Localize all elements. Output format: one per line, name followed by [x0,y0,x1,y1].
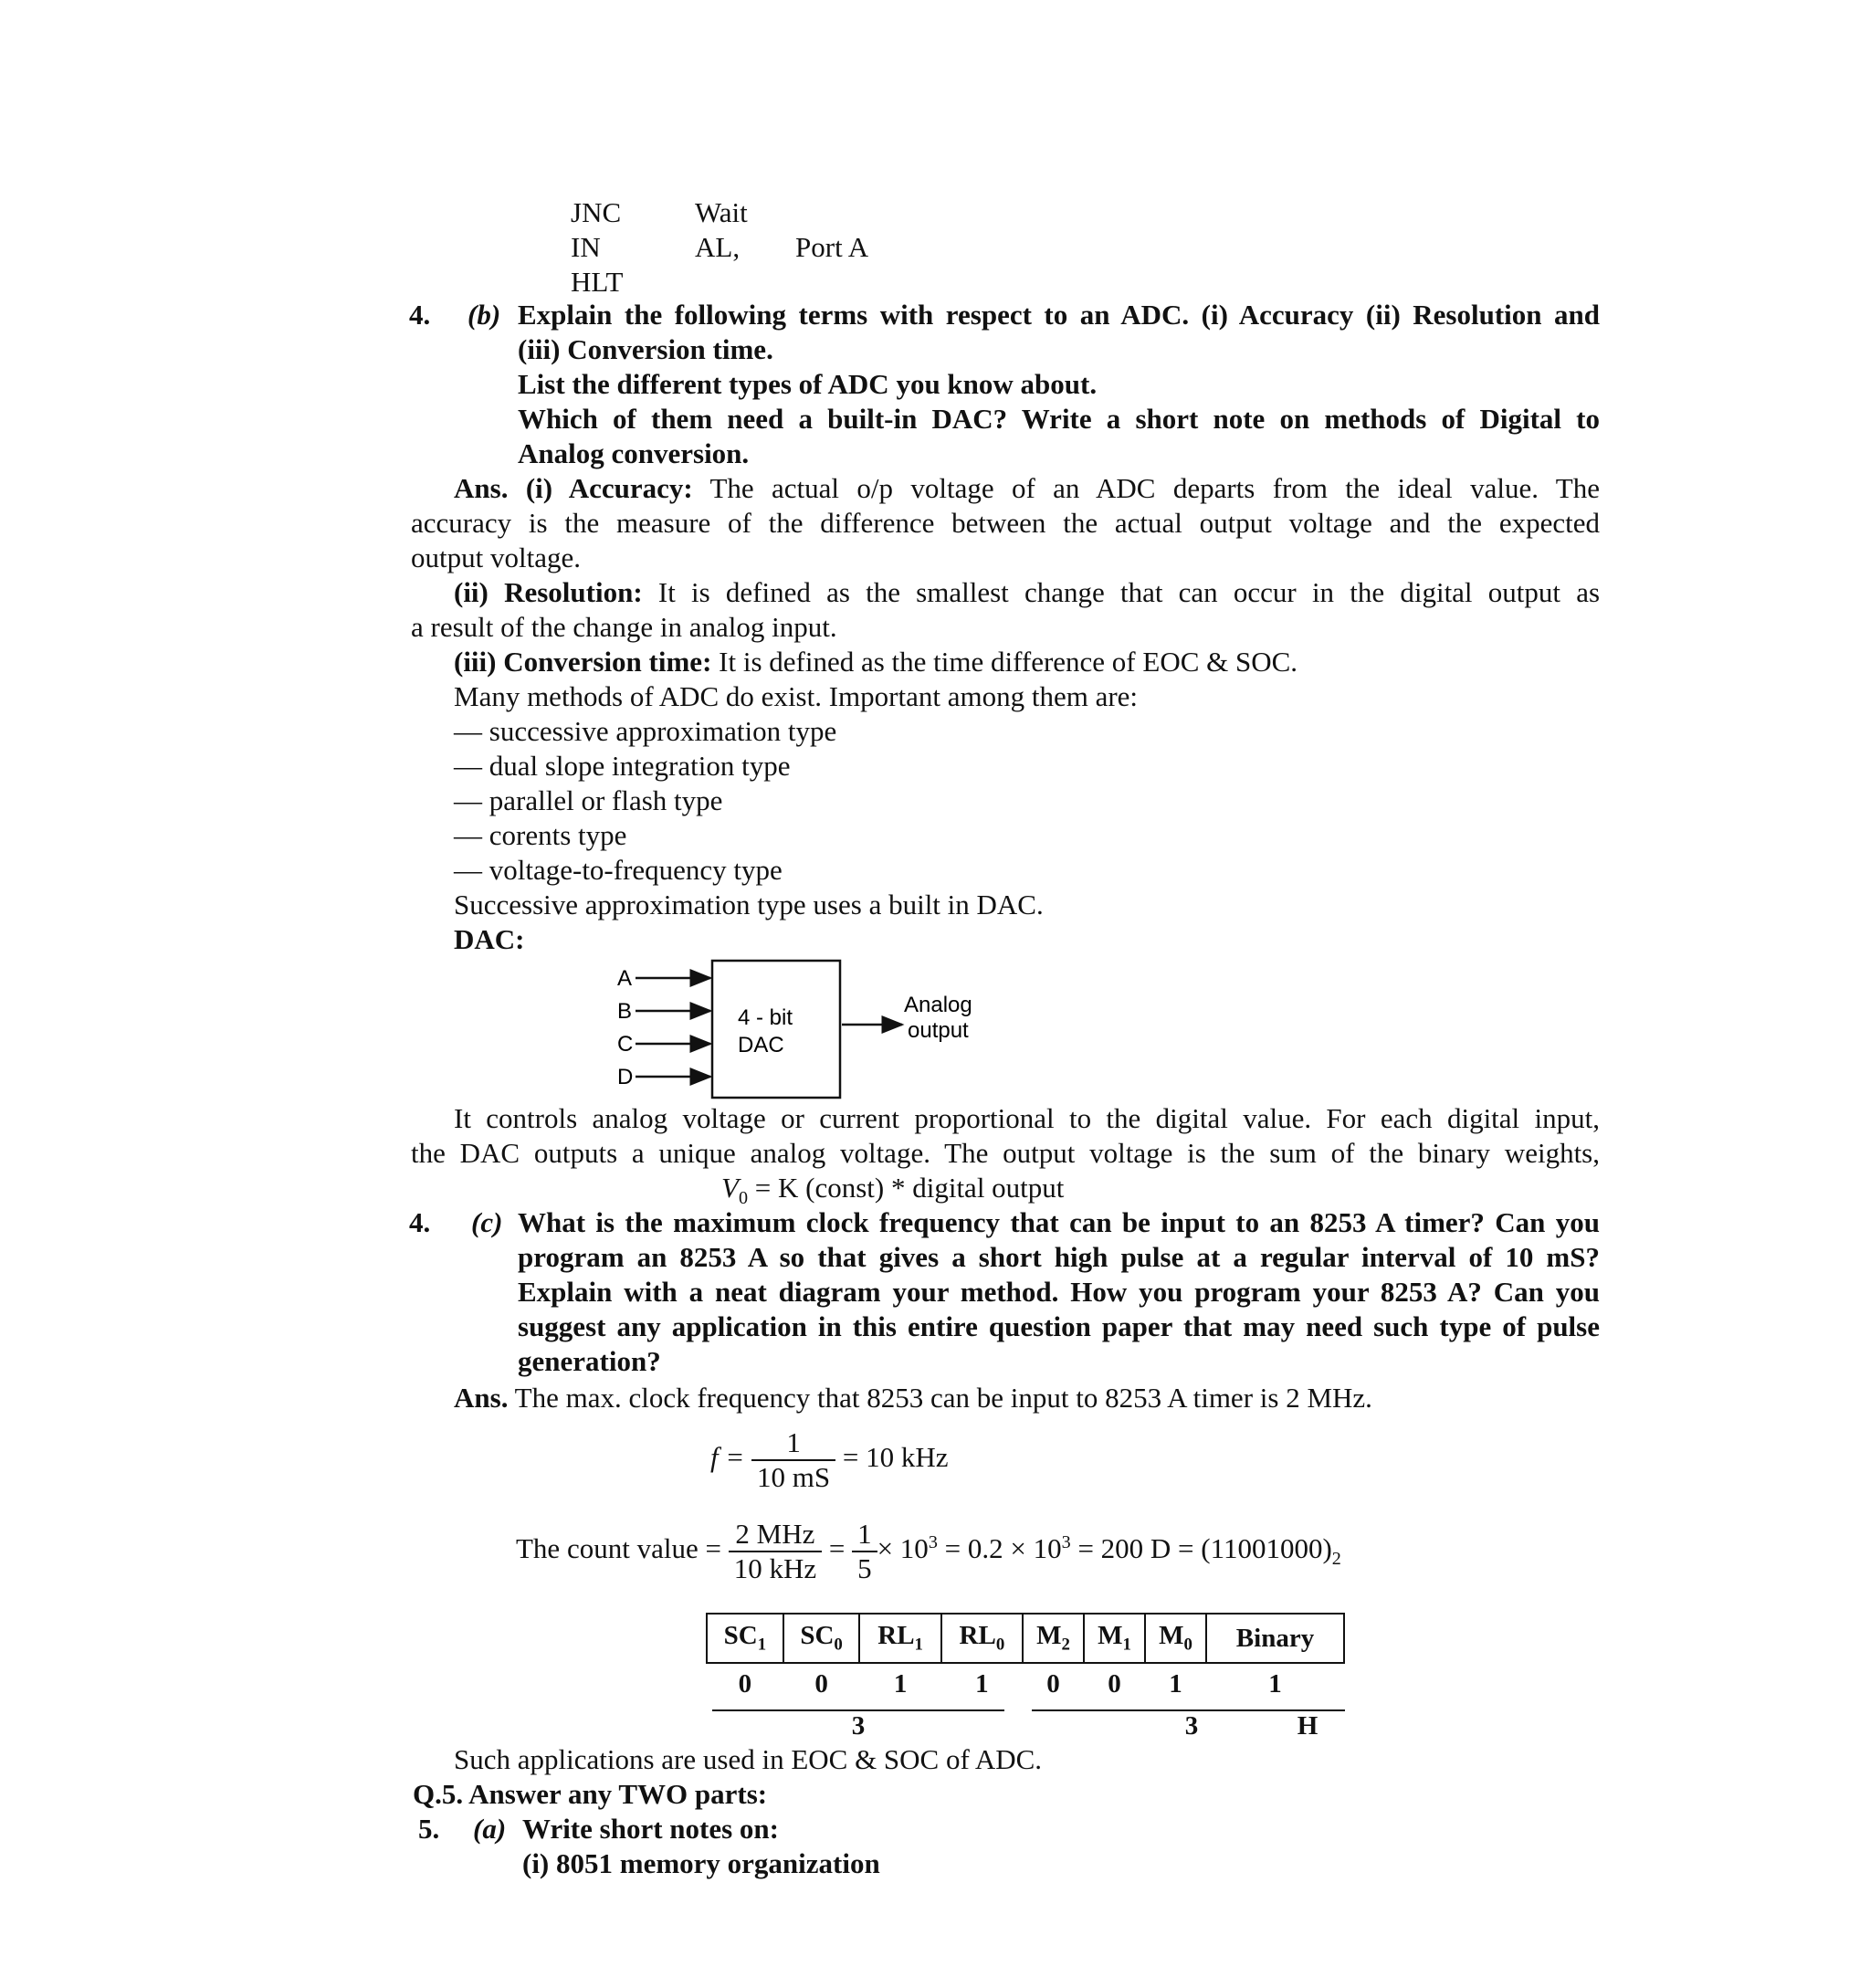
header-text: RL [877,1621,915,1651]
header-text: SC [723,1621,758,1651]
answer-paragraph [454,645,1297,679]
control-word-value: 1 [893,1668,908,1699]
question-text: generation? [518,1345,661,1377]
code-line [571,265,623,300]
answer-text: output voltage. [411,542,581,573]
question-text: Explain the following terms with respect to an ADC. (i) Accuracy (ii) Resolution and [518,299,1600,331]
numerator: 2 MHz [729,1518,822,1552]
answer-text: It is defined as the smallest change that can occur in the digital output as [657,576,1601,608]
equation-label: The count value = [516,1532,721,1565]
control-word-header-cell [859,1614,940,1663]
question-text: suggest any application in this entire question paper that may need such type of pulse [518,1310,1600,1342]
equation-term: × 10 [877,1532,929,1565]
answer-label: Ans. [454,472,509,504]
control-word-header-cell [1084,1614,1145,1663]
group-label: H [1297,1711,1318,1741]
control-word-header-cell [941,1614,1023,1663]
equation-lhs: f = [710,1441,745,1474]
answer-text: Such applications are used in EOC & SOC of ADC. [454,1743,1043,1775]
dac-diagram [612,959,995,1105]
denominator: 5 [857,1552,872,1584]
answer-text: accuracy is the measure of the difference between the actual output voltage and the expected [411,507,1600,539]
question-text: What is the maximum clock frequency that can be input to an 8253 A timer? Can you [518,1206,1600,1238]
question-label: (c) [471,1206,503,1238]
question-number: 4. [409,1206,431,1238]
count-equation [516,1518,1341,1585]
answer-text: The actual o/p voltage of an ADC departs from the ideal value. The [709,472,1600,504]
question-number: 4. [409,299,431,331]
question-text: Write short notes on: [522,1813,779,1845]
code-op: IN [571,231,601,263]
question-text: List the different types of ADC you know about. [518,368,1098,400]
formula-sub: 0 [738,1188,749,1209]
control-word-header-cell [707,1614,783,1663]
header-text: RL [959,1621,996,1651]
control-word-table [706,1613,1345,1704]
fraction [852,1518,877,1585]
control-word-value: 0 [1108,1668,1121,1699]
dac-input-label: C [617,1032,634,1057]
answer-text: The max. clock frequency that 8253 can be input to 8253 A timer is 2 MHz. [514,1382,1372,1414]
answer-text: It is defined as the time difference of EOC & SOC. [719,646,1298,678]
header-subscript: 2 [1061,1635,1070,1655]
header-subscript: 1 [914,1635,923,1655]
question-text: (i) 8051 memory organization [522,1847,880,1879]
subscript: 2 [1331,1549,1341,1570]
question-number: 5. [418,1813,440,1845]
answer-paragraph [454,1381,1372,1415]
header-subscript: 1 [757,1635,767,1655]
fraction [751,1426,835,1494]
code-op: JNC [571,196,622,228]
list-item: — corents type [454,819,627,851]
control-word-value: 0 [1046,1668,1060,1699]
control-word-header-row [707,1614,1344,1663]
dac-block-label: 4 - bit [738,1005,793,1030]
question-text: Which of them need a built-in DAC? Write a short note on methods of Digital to [518,403,1600,435]
question-text: (iii) Conversion time. [518,333,773,365]
header-text: M [1036,1621,1062,1651]
list-item: — successive approximation type [454,715,837,747]
control-word-value: 1 [1268,1668,1282,1699]
code-op: HLT [571,266,624,298]
header-text: M [1098,1621,1123,1651]
answer-text: Many methods of ADC do exist. Important among them are: [454,680,1139,712]
header-subscript: 0 [834,1635,843,1655]
question-label: (a) [473,1813,507,1845]
dac-input-label: B [617,999,633,1024]
control-word-value: 1 [975,1668,989,1699]
formula-var: V [721,1172,739,1204]
answer-text: Successive approximation type uses a built in DAC. [454,889,1044,920]
answer-text: the DAC outputs a unique analog voltage. The output voltage is the sum of the binary weights, [411,1137,1600,1169]
question-text: Analog conversion. [518,437,750,469]
list-item: — dual slope integration type [454,750,791,782]
dac-input-label: A [617,966,633,991]
term-label: (i) Accuracy: [525,472,693,504]
exponent: 3 [1061,1532,1071,1553]
answer-paragraph [454,471,1600,506]
header-text: Binary [1235,1623,1315,1653]
code-arg: Wait [695,196,748,228]
list-item: — parallel or flash type [454,784,723,816]
header-text: M [1159,1621,1184,1651]
formula-text: = K (const) * digital output [748,1172,1065,1204]
numerator: 1 [852,1518,877,1552]
numerator: 1 [751,1426,835,1461]
denominator: 10 mS [757,1461,831,1493]
control-word-value: 0 [814,1668,828,1699]
equals: = [828,1532,846,1565]
dac-input-label: D [617,1065,634,1089]
group-label: 3 [851,1711,866,1741]
group-label: 3 [1184,1711,1199,1741]
term-label: (ii) Resolution: [454,576,643,608]
dac-output-label: output [908,1018,969,1043]
section-label: DAC: [454,923,525,955]
control-word-value-row [707,1663,1344,1704]
exponent: 3 [928,1532,938,1553]
frequency-equation [710,1426,949,1494]
header-text: SC [800,1621,835,1651]
code-line [571,195,795,230]
control-word-header-cell [1145,1614,1206,1663]
question-text: program an 8253 A so that gives a short high pulse at a regular interval of 10 mS? [518,1241,1600,1273]
equation-term: = 200 D = (11001000) [1077,1532,1332,1565]
control-word-header-cell [1206,1614,1344,1663]
equation-term: = 0.2 × 10 [944,1532,1062,1565]
term-label: (iii) Conversion time: [454,646,712,678]
dac-output-label: Analog [904,993,972,1017]
section-heading: Q.5. Answer any TWO parts: [413,1778,768,1810]
code-arg: AL, [695,231,741,263]
fraction [729,1518,822,1585]
control-word-value: 0 [738,1668,752,1699]
dac-block-label: DAC [738,1033,784,1057]
equation-rhs: = 10 kHz [842,1441,949,1474]
answer-label: Ans. [454,1382,509,1414]
header-subscript: 1 [1122,1635,1131,1655]
header-subscript: 0 [1183,1635,1192,1655]
control-word-value: 1 [1169,1668,1182,1699]
denominator: 10 kHz [733,1552,817,1584]
header-subscript: 0 [995,1635,1005,1655]
question-text: Explain with a neat diagram your method. How you program your 8253 A? Can you [518,1276,1600,1308]
answer-paragraph [454,575,1600,610]
list-item: — voltage-to-frequency type [454,854,783,886]
code-line [571,230,868,265]
control-word-header-cell [783,1614,860,1663]
question-label: (b) [468,299,501,331]
control-word-header-cell [1023,1614,1084,1663]
answer-text: a result of the change in analog input. [411,611,837,643]
answer-text: It controls analog voltage or current proportional to the digital value. For each digital input, [454,1102,1600,1134]
code-arg: Port A [795,231,869,263]
